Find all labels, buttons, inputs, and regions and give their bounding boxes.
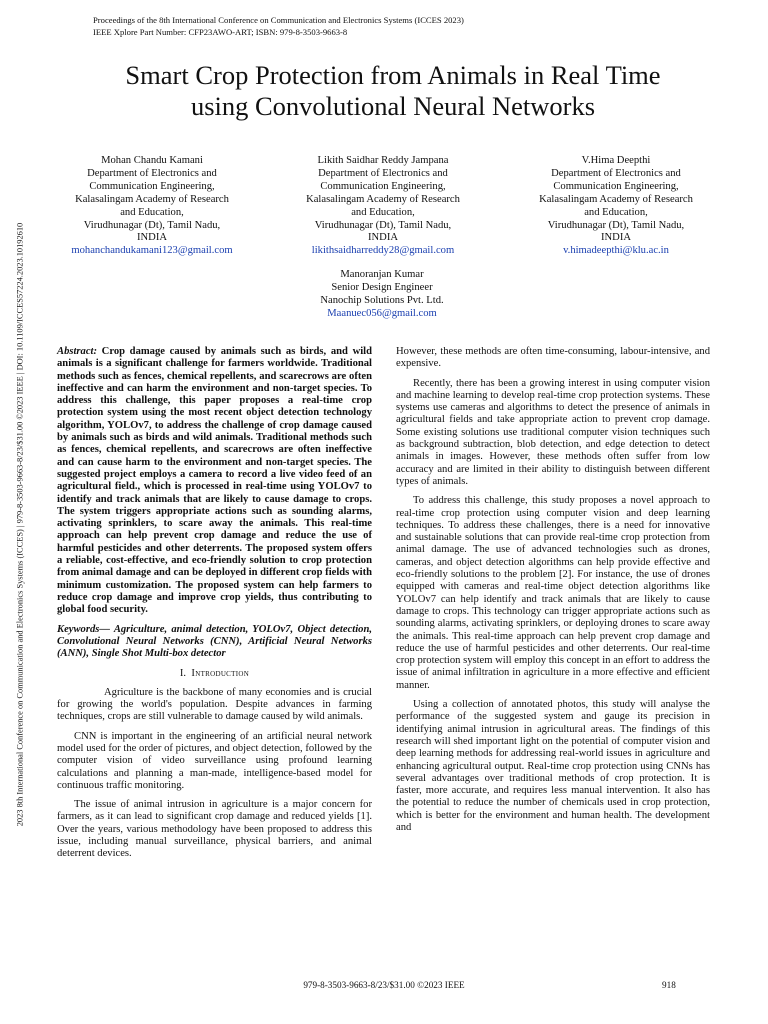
conference-header: [93, 14, 464, 38]
paragraph: However, these methods are often time-consuming, labour-intensive, and expensive.: [396, 346, 710, 370]
author-email-link[interactable]: mohanchandukamani123@gmail.com: [71, 245, 233, 257]
paper-title: [40, 60, 746, 122]
left-column: [57, 346, 372, 868]
doi-sidebar: [14, 158, 26, 890]
page-number: 918: [662, 980, 676, 990]
keywords: Keywords— Agriculture, animal detection, YOLOv7, Object detection, Convolutional Neural Networks (CNN), Artificial Neural Networks (ANN), Single Shot Multi-box detector: [57, 623, 372, 660]
author-country: INDIA: [367, 232, 398, 244]
author-dept-2: Communication Engineering,: [320, 180, 446, 192]
author-org-2: and Education,: [584, 206, 648, 218]
author-block-4: [292, 269, 472, 321]
abstract: [57, 346, 372, 617]
author-org-1: Kalasalingam Academy of Research: [306, 193, 460, 205]
section-title: Introduction: [191, 668, 250, 680]
author-role: Senior Design Engineer: [331, 281, 433, 293]
author-org: Nanochip Solutions Pvt. Ltd.: [320, 294, 444, 306]
header-line-2: IEEE Xplore Part Number: CFP23AWO-ART; ISBN: 979-8-3503-9663-8: [93, 27, 348, 37]
author-name: V.Hima Deepthi: [581, 155, 651, 166]
author-org-1: Kalasalingam Academy of Research: [75, 193, 229, 205]
right-column: [396, 346, 710, 841]
abstract-label: Abstract:: [57, 346, 98, 357]
author-email-link[interactable]: Maanuec056@gmail.com: [327, 307, 437, 319]
author-block-2: [293, 155, 473, 258]
author-email-link[interactable]: likithsaidharreddy28@gmail.com: [311, 245, 455, 257]
section-number: I.: [179, 668, 187, 680]
author-block-3: [526, 155, 706, 258]
abstract-text: Crop damage caused by animals such as birds, and wild animals is a significant challenge for farmers worldwide. Traditional methods such as fences, chemical repellents, and scarecrows are often ineffective and can harm the environment and non-target species. To address this challenge, this paper proposes a real-time crop protection system using the most recent object detection technology algorithm, YOLOv7, to address the challenge of crop damage caused by animals such as birds and wild animals. Traditional methods such as fences, chemical repellents, and scarecrows are often ineffective and can cause harm to the environment and non-target species. The suggested project employs a camera to record a live video feed of an agricultural field., which is processed in real-time using YOLOv7 to identify and track animals that are likely to cause damage to crops. The system triggers appropriate actions such as sounding alarms, activating sprinklers, to scare away the animals. This real-time approach can help prevent crop damage and reduce the use of harmful pesticides and other deterrents. The proposed system offers a reliable, cost-effective, and eco-friendly solution to crop protection from animal damage and can be deployed in different crop fields with minimum customization. The proposed system can help farmers to reduce crop damage and improve crop yields, thus contributing to global food security.: [57, 346, 372, 616]
author-org-2: and Education,: [351, 206, 415, 218]
author-city: Virudhunagar (Dt), Tamil Nadu,: [547, 219, 685, 231]
author-name: Manoranjan Kumar: [340, 269, 424, 280]
paragraph: CNN is important in the engineering of an artificial neural network model used for the order of pictures, and object detection, followed by the computer vision of video surveillance using profound learning calculations and planning a man-made, intelligence-based model for continuous traffic monitoring.: [57, 730, 372, 791]
author-block-1: [62, 155, 242, 258]
author-dept-2: Communication Engineering,: [89, 180, 215, 192]
title-line-1: Smart Crop Protection from Animals in Real Time: [125, 60, 661, 90]
header-line-1: Proceedings of the 8th International Conference on Communication and Electronics Systems (ICCES 2023): [93, 15, 464, 25]
author-dept-2: Communication Engineering,: [553, 180, 679, 192]
title-line-2: using Convolutional Neural Networks: [190, 91, 596, 121]
paragraph: To address this challenge, this study proposes a novel approach to real-time crop protection using computer vision and deep learning techniques. To address these challenges, there is a need for innovative and sustainable solutions that can provide real-time crop protection from animal damage. The use of advanced technologies such as drones, cameras, and object detection algorithms can help provide effective and eco-friendly solutions to the problem [2]. For instance, the use of drones equipped with cameras and real-time object detection algorithms like YOLOv7 can help identify and track animals that are likely to cause damage to crops. This technology can trigger appropriate actions such as sounding alarms, activating sprinklers, or deploying drones to scare away the animals. This real-time approach can help prevent crop damage and reduce the use of harmful pesticides and other deterrents. Our real-time crop protection system will employ this concept in an effort to address the issue of animal infiltration in agriculture in a more effective and efficient manner.: [396, 495, 711, 691]
author-name: Likith Saidhar Reddy Jampana: [317, 155, 449, 166]
author-city: Virudhunagar (Dt), Tamil Nadu,: [314, 219, 452, 231]
footer-isbn: 979-8-3503-9663-8/23/$31.00 ©2023 IEEE: [303, 980, 465, 990]
author-name: Mohan Chandu Kamani: [101, 155, 203, 166]
paragraph: Using a collection of annotated photos, this study will analyse the performance of the suggested system and gauge its precision in identifying animal intrusion in agricultural areas. The findings of this research will shed important light on the potential of computer vision and deep learning methods for addressing real-world issues in agriculture and enhancing agricultural output. Real-time crop protection using CNNs has several advantages over traditional methods of crop protection. It is faster, more accurate, and requires less manual intervention. It also has the potential to reduce the number of chemicals used in crop protection, which is better for the environment and human health. The development and: [396, 699, 710, 833]
author-city: Virudhunagar (Dt), Tamil Nadu,: [83, 219, 221, 231]
paragraph: Agriculture is the backbone of many economies and is crucial for growing the world's population. Despite advances in farming techniques, crops are still vulnerable to damage caused by wild animals.: [57, 686, 372, 723]
author-dept-1: Department of Electronics and: [318, 167, 448, 179]
doi-sidebar-text: 2023 8th International Conference on Communication and Electronics Systems (ICCES) | 979-8-3503-9663-8/23/$31.00 ©2023 IEEE | DOI: 10.1109/ICCES57224.2023.10192610: [15, 222, 25, 826]
paragraph: The issue of animal intrusion in agriculture is a major concern for farmers, as it can lead to significant crop damage and reduced yields [1]. Over the years, various methodology have been proposed to address this issue, including manual surveillance, physical barriers, and animal deterrent devices.: [57, 799, 372, 860]
author-org-2: and Education,: [120, 206, 184, 218]
paragraph: Recently, there has been a growing interest in using computer vision and machine learning to develop real-time crop protection systems. These systems use cameras and algorithms to detect the presence of animals in agricultural fields and take appropriate action to prevent crop damage. Some existing solutions use traditional computer vision techniques such as background subtraction, blob detection, and edge detection to detect animals in images. However, these methods often suffer from low accuracy and are limited in their ability to distinguish between different types of animals.: [396, 377, 710, 487]
author-dept-1: Department of Electronics and: [551, 167, 681, 179]
author-dept-1: Department of Electronics and: [87, 167, 217, 179]
author-email-link[interactable]: v.himadeepthi@klu.ac.in: [563, 245, 669, 257]
author-country: INDIA: [136, 232, 167, 244]
author-country: INDIA: [600, 232, 631, 244]
section-heading-introduction: [57, 668, 372, 680]
author-org-1: Kalasalingam Academy of Research: [539, 193, 693, 205]
